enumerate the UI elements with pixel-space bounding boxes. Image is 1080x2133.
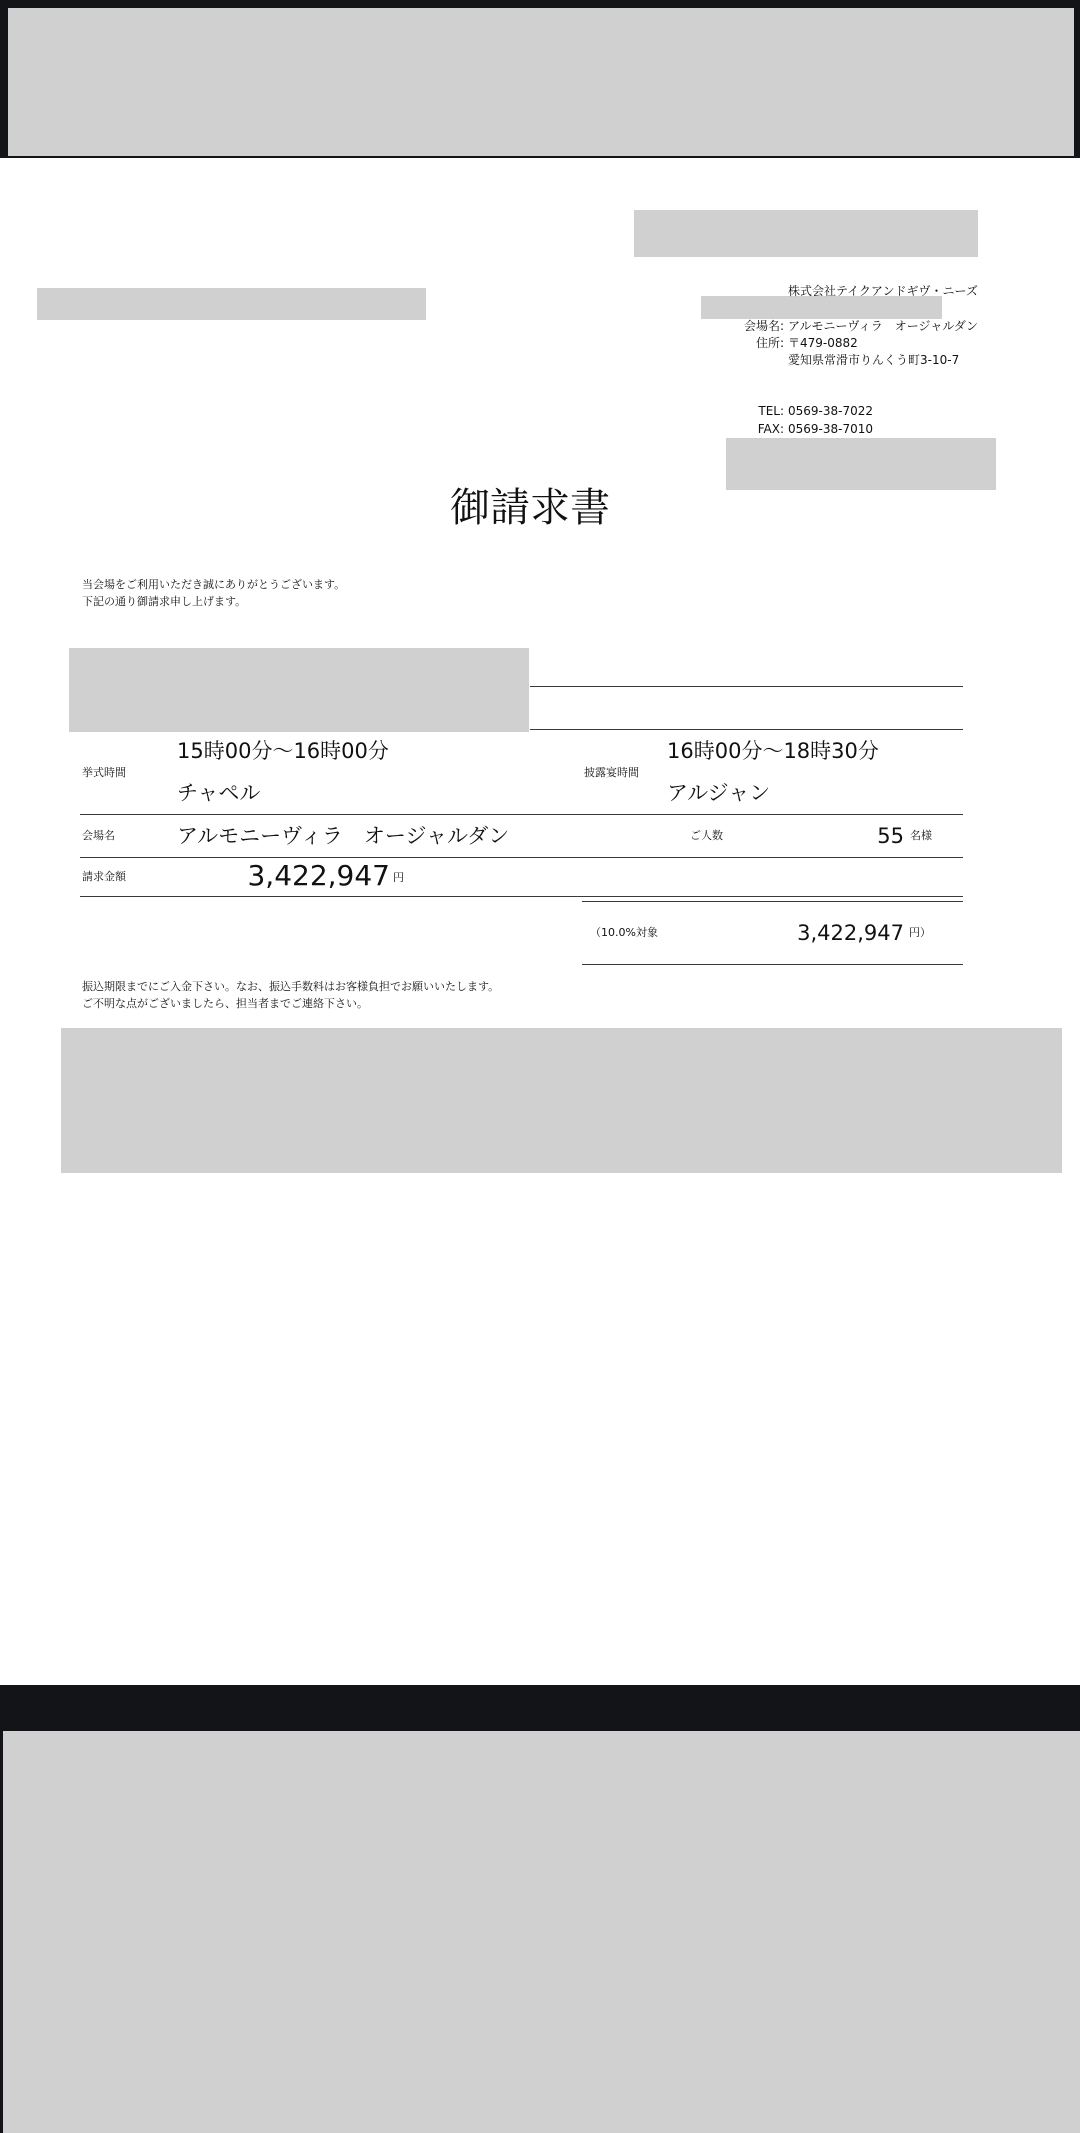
- greeting-line-1: 当会場をご利用いただき誠にありがとうございます。: [82, 578, 346, 591]
- redacted-company-detail: [701, 296, 942, 319]
- page-title: 御請求書: [450, 485, 610, 531]
- company-address-label: 住所:: [755, 336, 784, 350]
- table-line-7: [582, 964, 963, 965]
- reception-time: 16時00分～18時30分: [667, 739, 879, 763]
- ceremony-time: 15時00分～16時00分: [177, 739, 389, 763]
- reception-place: アルジャン: [667, 781, 771, 805]
- table-line-2: [530, 729, 963, 730]
- amount-unit: 円: [393, 871, 404, 884]
- redacted-logo: [634, 210, 978, 257]
- company-venue-label: 会場名:: [743, 319, 784, 333]
- company-address: 愛知県常滑市りんくう町3-10-7: [788, 353, 960, 367]
- tax-unit: 円）: [909, 926, 931, 939]
- ceremony-label: 挙式時間: [82, 766, 126, 779]
- redacted-bank-info: [61, 1028, 1062, 1173]
- greeting-line-2: 下記の通り御請求申し上げます。: [82, 595, 247, 608]
- guests-label: ご人数: [690, 829, 723, 842]
- note-line-1: 振込期限までにご入金下さい。なお、振込手数料はお客様負担でお願いいたします。: [82, 980, 500, 993]
- company-postal: 〒479-0882: [788, 336, 858, 350]
- ceremony-place: チャペル: [177, 781, 261, 805]
- top-redacted-block: [8, 8, 1074, 156]
- table-line-5: [80, 896, 963, 897]
- redacted-customer-block: [69, 648, 529, 732]
- note-line-2: ご不明な点がございましたら、担当者までご連絡下さい。: [82, 997, 368, 1010]
- company-fax: 0569-38-7010: [788, 422, 874, 436]
- bottom-redacted-block: [3, 1731, 1080, 2133]
- venue-value: アルモニーヴィラ オージャルダン: [177, 824, 510, 848]
- table-line-3: [80, 814, 963, 815]
- company-name: 株式会社テイクアンドギヴ・ニーズ: [788, 284, 978, 298]
- redacted-stamp: [726, 438, 996, 490]
- tax-label: （10.0%対象: [590, 926, 658, 939]
- company-fax-label: FAX:: [757, 422, 784, 436]
- guests-unit: 名様: [910, 829, 932, 842]
- amount-value: 3,422,947: [247, 859, 390, 892]
- company-venue-value: アルモニーヴィラ オージャルダン: [788, 319, 978, 333]
- amount-label: 請求金額: [82, 870, 126, 883]
- company-tel: 0569-38-7022: [788, 404, 874, 418]
- guests-value: 55: [877, 824, 904, 848]
- table-line-6: [582, 901, 963, 902]
- redacted-recipient: [37, 288, 426, 320]
- venue-label: 会場名: [82, 829, 115, 842]
- tax-value: 3,422,947: [797, 921, 904, 945]
- table-line-4: [80, 857, 963, 858]
- table-line-1: [530, 686, 963, 687]
- reception-label: 披露宴時間: [584, 766, 639, 779]
- company-tel-label: TEL:: [758, 404, 784, 418]
